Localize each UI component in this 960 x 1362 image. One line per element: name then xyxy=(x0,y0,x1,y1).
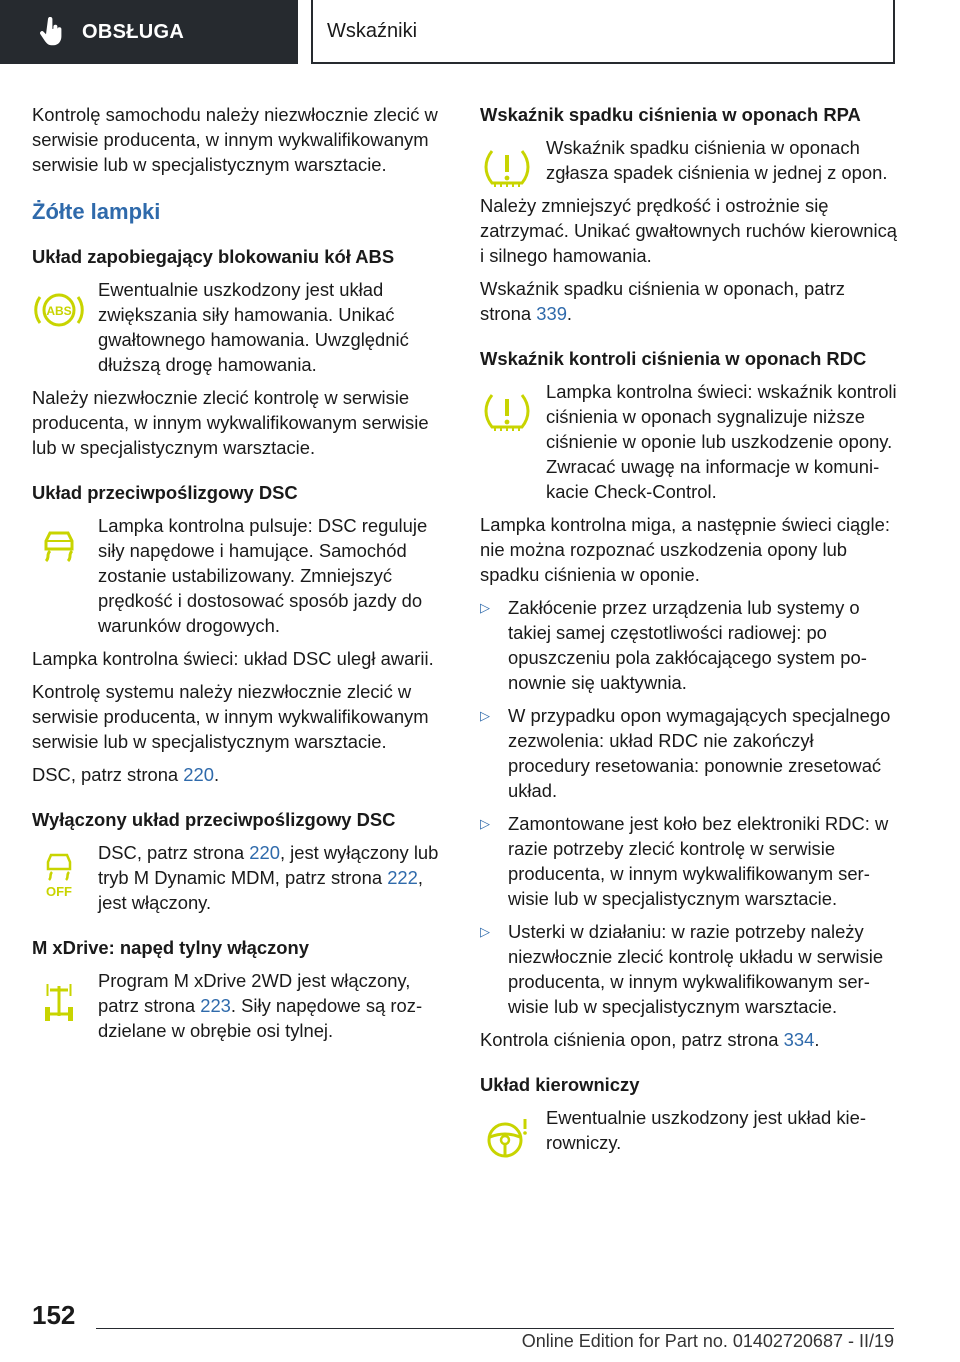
section-label: OBSŁUGA xyxy=(82,20,185,43)
dsc-page-link[interactable]: 220 xyxy=(183,764,214,785)
dsc-entry xyxy=(32,513,447,638)
dsc-title: Układ przeciwpoślizgowy DSC xyxy=(32,482,298,503)
rdc-page-link[interactable]: 334 xyxy=(783,1029,815,1050)
list-item: ▷ Zakłócenie przez urządzenia lub systemy o takiej samej częstotliwości radiowej: po opuszczeniu pola zakłócającego system ponownie się uaktywnia. xyxy=(480,597,867,693)
footer-divider xyxy=(96,1328,894,1329)
rdc-ref: Kontrola ciśnienia opon, patrz strona 334. xyxy=(480,1029,820,1050)
dsc-off-page-link-2[interactable]: 222 xyxy=(387,867,418,888)
right-column xyxy=(480,102,898,1163)
rdc-bullet-list xyxy=(480,595,898,1019)
abs-text-2: Należy niezwłocznie zlecić kontrolę w serwisie producenta, w innym wykwalifikowanym serwisie lub w specjalistycznym warsztacie. xyxy=(32,387,429,458)
dsc-off-title: Wyłączony układ przeciwpoślizgowy DSC xyxy=(32,809,396,830)
rpa-page-link[interactable]: 339 xyxy=(536,303,567,324)
abs-warning-icon xyxy=(32,285,86,335)
rdc-text-2: Lampka kontrolna miga, a następnie świeci ciągle: nie można rozpoznać uszkodzenia opony lub spadku ciśnienia w oponie. xyxy=(480,514,890,585)
header-title-box xyxy=(311,0,895,64)
list-item: ▷ Zamontowane jest koło bez elektroniki RDC: w razie potrzeby zlecić kontrolę w serwisie producenta, w innym wykwalifikowanym serwisie lub w specjalistycznym warsztacie. xyxy=(480,813,889,909)
rdc-text: Lampka kontrolna świeci: wskaźnik kontroli ciśnienia w oponach sygnalizuje niższe ciśnienie w oponie lub uszkodzenie opony. Zwracać uwagę na informacje w komunikacie Check-Control. xyxy=(546,381,897,502)
abs-entry xyxy=(32,277,447,377)
rpa-ref: Wskaźnik spadku ciśnienia w oponach, patrz strona 339. xyxy=(480,278,845,324)
dsc-text-3: Kontrolę systemu należy niezwłocznie zlecić w serwisie producenta, w innym wykwalifikowanym serwisie lub w specjalistycznym warsztacie. xyxy=(32,681,429,752)
list-item: ▷ Usterki w działaniu: w razie potrzeby należy niezwłocznie zlecić kontrolę układu w serwisie producenta, w innym wykwalifikowanym serwisie lub w specjalistycznym warsztacie. xyxy=(480,921,884,1017)
xdrive-title: M xDrive: napęd tylny włączony xyxy=(32,937,309,958)
dsc-skid-car-icon xyxy=(32,521,86,571)
page-title: Wskaźniki xyxy=(327,19,418,42)
xdrive-page-link[interactable]: 223 xyxy=(200,995,231,1016)
steering-title: Układ kierowniczy xyxy=(480,1074,640,1095)
rpa-title: Wskaźnik spadku ciśnienia w oponach RPA xyxy=(480,104,861,125)
steering-warning-icon xyxy=(480,1113,534,1163)
page-number: 152 xyxy=(32,1300,76,1330)
rpa-text-2: Należy zmniejszyć prędkość i ostrożnie się zatrzymać. Unikać gwałtownych ruchów kierownicą i silnego hamowania. xyxy=(480,195,898,266)
section-title: Żółte lampki xyxy=(32,199,161,224)
dsc-ref: DSC, patrz strona 220. xyxy=(32,764,220,785)
left-column xyxy=(32,102,447,1051)
abs-text: Ewentualnie uszkodzony jest układ zwiększania siły hamowania. Unikać gwałtownego hamowania. Uwzględnić dłuższą drogę hamowania. xyxy=(98,279,409,375)
tire-pressure-control-icon xyxy=(480,387,534,437)
tire-pressure-warning-icon xyxy=(480,143,534,193)
rdc-title: Wskaźnik kontroli ciśnienia w oponach RDC xyxy=(480,348,867,369)
bullet-marker-icon: ▷ xyxy=(480,924,490,939)
abs-icon-label: ABS xyxy=(46,304,72,318)
steering-entry xyxy=(480,1105,898,1155)
bullet-marker-icon: ▷ xyxy=(480,816,490,831)
xdrive-entry: Program M xDrive 2WD jest włączony, patrz strona 223. Siły napędowe są rozdzielane w obrębie osi tylnej. xyxy=(32,968,447,1043)
dsc-off-page-link-1[interactable]: 220 xyxy=(249,842,280,863)
dsc-text-2: Lampka kontrolna świeci: układ DSC uległ awarii. xyxy=(32,648,434,669)
edition-footer: Online Edition for Part no. 01402720687 - II/19 xyxy=(521,1331,894,1351)
intro-text: Kontrolę samochodu należy niezwłocznie zlecić w serwisie producenta, w innym wykwalifikowanym serwisie lub w specjalistycznym warsztacie. xyxy=(32,104,438,175)
rpa-text: Wskaźnik spadku ciśnienia w oponach zgłasza spadek ciśnienia w jednej z opon. xyxy=(546,137,888,183)
rear-drive-icon xyxy=(32,976,86,1026)
rpa-entry xyxy=(480,135,898,185)
list-item: ▷ W przypadku opon wymagających specjalnego zezwolenia: układ RDC nie zakończył procedury resetowania: ponownie zresetować układ. xyxy=(480,705,891,801)
bullet-marker-icon: ▷ xyxy=(480,708,490,723)
dsc-text: Lampka kontrolna pulsuje: DSC reguluje siły napędowe i hamujące. Samochód zostanie ustabilizowany. Zmniejszyć prędkość i dostosować sposób jazdy do warunków drogowych. xyxy=(98,515,428,636)
bullet-marker-icon: ▷ xyxy=(480,600,490,615)
header-section-tab xyxy=(0,0,298,64)
steering-text: Ewentualnie uszkodzony jest układ kierowniczy. xyxy=(546,1107,866,1153)
abs-title: Układ zapobiegający blokowaniu kół ABS xyxy=(32,246,395,267)
hand-pointer-icon xyxy=(40,17,64,47)
dsc-off-icon xyxy=(32,848,86,898)
rdc-entry xyxy=(480,379,898,504)
dsc-off-entry: OFF DSC, patrz strona 220, jest wyłączony lub tryb M Dynamic MDM, patrz strona 222, jest włączony. xyxy=(32,840,447,915)
dsc-off-icon-label: OFF xyxy=(46,884,72,898)
